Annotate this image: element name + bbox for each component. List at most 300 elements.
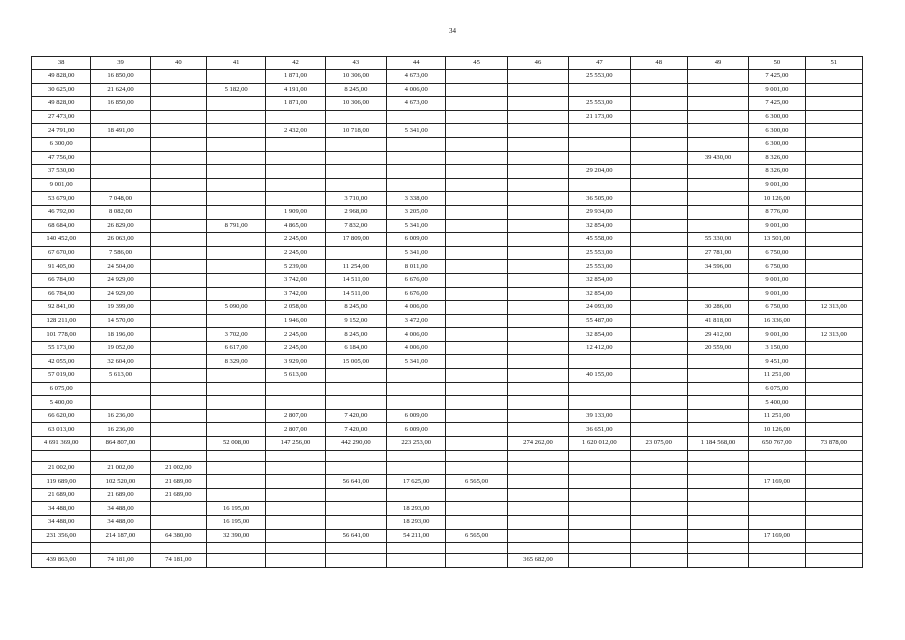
table-cell: 25 553,00 — [569, 260, 630, 274]
table-cell: 3 742,00 — [266, 287, 325, 301]
table-cell — [805, 461, 862, 475]
table-cell: 4 673,00 — [387, 97, 446, 111]
table-cell — [630, 475, 687, 489]
table-cell — [150, 83, 206, 97]
table-cell: 9 001,00 — [749, 219, 805, 233]
table-row — [32, 192, 863, 206]
table-cell — [630, 516, 687, 530]
spacer-cell — [206, 543, 265, 554]
table-cell: 55 173,00 — [32, 341, 91, 355]
table-cell: 4 006,00 — [387, 301, 446, 315]
table-cell: 10 306,00 — [325, 97, 386, 111]
table-cell: 231 356,00 — [32, 529, 91, 543]
table-row — [32, 369, 863, 383]
table-cell — [507, 355, 568, 369]
table-cell — [630, 488, 687, 502]
table-cell — [387, 369, 446, 383]
spacer-cell — [325, 543, 386, 554]
table-cell — [805, 137, 862, 151]
table-cell — [507, 516, 568, 530]
table-row — [32, 124, 863, 138]
table-cell — [206, 273, 265, 287]
table-cell — [630, 382, 687, 396]
table-cell: 6 750,00 — [749, 301, 805, 315]
table-cell — [446, 83, 507, 97]
table-cell — [325, 246, 386, 260]
table-cell — [687, 382, 748, 396]
table-cell: 29 934,00 — [569, 205, 630, 219]
table-cell — [749, 516, 805, 530]
table-cell — [446, 124, 507, 138]
table-cell — [687, 488, 748, 502]
table-cell: 42 055,00 — [32, 355, 91, 369]
table-cell — [387, 165, 446, 179]
table-cell: 46 792,00 — [32, 205, 91, 219]
table-cell — [446, 110, 507, 124]
table-cell: 66 784,00 — [32, 273, 91, 287]
table-cell — [507, 396, 568, 410]
table-cell: 40 155,00 — [569, 369, 630, 383]
table-row — [32, 437, 863, 451]
table-cell: 6 184,00 — [325, 341, 386, 355]
table-row — [32, 554, 863, 568]
table-cell: 50 — [749, 57, 805, 70]
table-cell: 5 341,00 — [387, 246, 446, 260]
table-cell — [387, 137, 446, 151]
spacer-cell — [569, 543, 630, 554]
table-cell: 36 505,00 — [569, 192, 630, 206]
table-cell: 5 239,00 — [266, 260, 325, 274]
spacer-cell — [749, 450, 805, 461]
table-cell — [805, 83, 862, 97]
table-cell: 1 871,00 — [266, 97, 325, 111]
table-cell — [805, 409, 862, 423]
table-cell — [325, 516, 386, 530]
table-cell — [630, 328, 687, 342]
table-cell — [325, 110, 386, 124]
table-cell: 30 286,00 — [687, 301, 748, 315]
table-cell: 74 181,00 — [150, 554, 206, 568]
spacer-cell — [325, 450, 386, 461]
table-cell: 8 245,00 — [325, 301, 386, 315]
table-cell: 34 488,00 — [32, 502, 91, 516]
table-cell: 5 613,00 — [91, 369, 150, 383]
table-cell: 18 293,00 — [387, 502, 446, 516]
table-cell: 4 673,00 — [387, 70, 446, 84]
table-cell: 16 236,00 — [91, 409, 150, 423]
table-row — [32, 273, 863, 287]
spacer-row — [32, 450, 863, 461]
table-cell: 6 009,00 — [387, 233, 446, 247]
spacer-cell — [150, 543, 206, 554]
table-cell — [446, 260, 507, 274]
table-cell: 8 082,00 — [91, 205, 150, 219]
table-cell: 4 006,00 — [387, 328, 446, 342]
table-cell: 41 — [206, 57, 265, 70]
table-cell: 3 150,00 — [749, 341, 805, 355]
table-row — [32, 423, 863, 437]
table-cell: 21 002,00 — [91, 461, 150, 475]
table-cell — [687, 554, 748, 568]
table-cell: 68 684,00 — [32, 219, 91, 233]
table-cell — [206, 396, 265, 410]
table-cell — [569, 137, 630, 151]
table-cell — [91, 137, 150, 151]
table-cell — [687, 192, 748, 206]
table-cell — [630, 554, 687, 568]
table-cell — [749, 461, 805, 475]
table-cell — [446, 287, 507, 301]
table-cell — [630, 151, 687, 165]
table-cell — [91, 151, 150, 165]
table-cell: 32 854,00 — [569, 328, 630, 342]
table-cell: 8 776,00 — [749, 205, 805, 219]
table-cell — [150, 437, 206, 451]
table-cell: 18 293,00 — [387, 516, 446, 530]
table-cell: 40 — [150, 57, 206, 70]
table-cell — [150, 97, 206, 111]
table-row — [32, 355, 863, 369]
table-cell: 5 341,00 — [387, 219, 446, 233]
table-cell: 2 432,00 — [266, 124, 325, 138]
table-cell — [630, 192, 687, 206]
table-cell — [569, 529, 630, 543]
table-row — [32, 151, 863, 165]
table-cell: 30 625,00 — [32, 83, 91, 97]
table-cell — [150, 396, 206, 410]
table-cell — [150, 301, 206, 315]
table-cell: 16 236,00 — [91, 423, 150, 437]
table-cell — [507, 83, 568, 97]
table-cell: 11 251,00 — [749, 369, 805, 383]
table-cell: 3 929,00 — [266, 355, 325, 369]
table-cell: 8 011,00 — [387, 260, 446, 274]
table-row — [32, 328, 863, 342]
table-cell — [687, 273, 748, 287]
table-cell: 5 400,00 — [749, 396, 805, 410]
table-cell — [150, 502, 206, 516]
table-cell — [805, 475, 862, 489]
table-cell — [630, 396, 687, 410]
table-cell — [569, 554, 630, 568]
table-cell — [805, 165, 862, 179]
table-cell — [206, 124, 265, 138]
table-cell: 25 553,00 — [569, 97, 630, 111]
table-cell — [630, 246, 687, 260]
table-cell — [266, 516, 325, 530]
table-cell: 44 — [387, 57, 446, 70]
table-cell — [150, 369, 206, 383]
table-cell: 17 625,00 — [387, 475, 446, 489]
table-cell — [687, 461, 748, 475]
table-cell — [805, 110, 862, 124]
table-cell — [266, 502, 325, 516]
header-row — [32, 57, 863, 70]
table-cell — [446, 165, 507, 179]
table-cell — [150, 205, 206, 219]
table-cell — [569, 382, 630, 396]
spacer-cell — [387, 450, 446, 461]
table-cell — [325, 396, 386, 410]
table-cell: 37 530,00 — [32, 165, 91, 179]
table-cell — [446, 437, 507, 451]
table-cell: 14 511,00 — [325, 273, 386, 287]
table-cell — [387, 396, 446, 410]
spacer-cell — [266, 543, 325, 554]
spacer-cell — [805, 543, 862, 554]
table-cell — [687, 396, 748, 410]
table-cell: 20 559,00 — [687, 341, 748, 355]
table-cell — [687, 369, 748, 383]
table-cell — [507, 151, 568, 165]
table-cell — [805, 502, 862, 516]
table-cell — [206, 554, 265, 568]
table-cell — [687, 110, 748, 124]
table-cell — [805, 314, 862, 328]
table-cell: 7 425,00 — [749, 70, 805, 84]
table-cell: 12 313,00 — [805, 328, 862, 342]
table-cell: 10 126,00 — [749, 423, 805, 437]
table-cell — [325, 382, 386, 396]
table-cell — [446, 205, 507, 219]
table-row — [32, 287, 863, 301]
table-cell — [150, 246, 206, 260]
table-cell — [569, 488, 630, 502]
table-cell — [507, 246, 568, 260]
table-cell — [805, 287, 862, 301]
table-cell: 6 300,00 — [749, 110, 805, 124]
table-cell — [206, 151, 265, 165]
table-cell — [266, 165, 325, 179]
table-cell: 6 009,00 — [387, 409, 446, 423]
table-cell — [630, 314, 687, 328]
table-cell — [569, 475, 630, 489]
table-cell — [630, 341, 687, 355]
table-cell — [507, 124, 568, 138]
table-cell: 12 313,00 — [805, 301, 862, 315]
table-cell: 29 412,00 — [687, 328, 748, 342]
table-cell: 14 570,00 — [91, 314, 150, 328]
table-cell — [206, 178, 265, 192]
table-cell — [446, 516, 507, 530]
table-row — [32, 314, 863, 328]
table-cell: 4 006,00 — [387, 341, 446, 355]
table-cell — [630, 97, 687, 111]
table-cell — [446, 423, 507, 437]
table-cell: 864 807,00 — [91, 437, 150, 451]
table-cell: 21 689,00 — [150, 488, 206, 502]
table-cell: 8 245,00 — [325, 328, 386, 342]
table-cell: 6 750,00 — [749, 246, 805, 260]
table-cell — [325, 502, 386, 516]
table-cell: 6 300,00 — [749, 124, 805, 138]
table-cell: 45 558,00 — [569, 233, 630, 247]
table-cell — [206, 409, 265, 423]
table-cell: 2 245,00 — [266, 246, 325, 260]
table-cell: 4 006,00 — [387, 83, 446, 97]
table-cell: 442 290,00 — [325, 437, 386, 451]
table-cell: 63 013,00 — [32, 423, 91, 437]
table-cell: 1 871,00 — [266, 70, 325, 84]
table-cell — [805, 355, 862, 369]
table-cell — [805, 260, 862, 274]
table-row — [32, 165, 863, 179]
table-cell — [507, 137, 568, 151]
table-cell — [569, 396, 630, 410]
table-cell — [630, 205, 687, 219]
table-cell — [206, 246, 265, 260]
table-cell: 6 565,00 — [446, 529, 507, 543]
table-cell: 34 488,00 — [91, 516, 150, 530]
table-cell: 6 565,00 — [446, 475, 507, 489]
table-cell: 56 641,00 — [325, 475, 386, 489]
table-cell — [266, 475, 325, 489]
table-cell — [805, 382, 862, 396]
table-cell: 48 — [630, 57, 687, 70]
table-cell: 8 791,00 — [206, 219, 265, 233]
table-cell — [206, 233, 265, 247]
table-cell: 39 133,00 — [569, 409, 630, 423]
table-cell — [687, 137, 748, 151]
table-cell: 3 702,00 — [206, 328, 265, 342]
table-cell — [206, 369, 265, 383]
table-cell: 16 850,00 — [91, 97, 150, 111]
table-cell: 25 553,00 — [569, 70, 630, 84]
spacer-cell — [91, 450, 150, 461]
table-cell: 43 — [325, 57, 386, 70]
spacer-row — [32, 543, 863, 554]
table-cell: 3 472,00 — [387, 314, 446, 328]
table-cell — [507, 192, 568, 206]
table-cell — [569, 502, 630, 516]
table-cell: 119 689,00 — [32, 475, 91, 489]
table-cell — [150, 423, 206, 437]
table-cell: 101 778,00 — [32, 328, 91, 342]
table-cell — [630, 260, 687, 274]
table-cell — [387, 151, 446, 165]
table-cell: 17 169,00 — [749, 529, 805, 543]
table-cell — [206, 205, 265, 219]
table-cell — [805, 124, 862, 138]
table-cell — [266, 554, 325, 568]
table-row — [32, 516, 863, 530]
table-cell: 56 641,00 — [325, 529, 386, 543]
table-cell: 5 400,00 — [32, 396, 91, 410]
table-cell — [687, 178, 748, 192]
table-cell — [507, 461, 568, 475]
table-cell — [507, 233, 568, 247]
table-cell — [150, 192, 206, 206]
table-cell — [630, 233, 687, 247]
table-cell — [325, 151, 386, 165]
spacer-cell — [32, 543, 91, 554]
table-cell — [387, 461, 446, 475]
table-cell — [446, 341, 507, 355]
table-cell — [206, 260, 265, 274]
table-cell: 19 399,00 — [91, 301, 150, 315]
table-cell — [507, 328, 568, 342]
table-cell: 24 929,00 — [91, 287, 150, 301]
table-cell: 274 262,00 — [507, 437, 568, 451]
table-cell: 73 878,00 — [805, 437, 862, 451]
table-cell — [687, 219, 748, 233]
table-cell — [150, 341, 206, 355]
table-cell: 17 809,00 — [325, 233, 386, 247]
table-cell — [150, 233, 206, 247]
table-cell — [266, 488, 325, 502]
table-cell: 5 090,00 — [206, 301, 265, 315]
table-cell — [805, 205, 862, 219]
table-cell: 6 676,00 — [387, 287, 446, 301]
table-cell — [150, 219, 206, 233]
table-cell — [91, 178, 150, 192]
table-cell — [630, 423, 687, 437]
table-cell: 16 195,00 — [206, 516, 265, 530]
table-cell: 55 487,00 — [569, 314, 630, 328]
spacer-cell — [630, 543, 687, 554]
table-cell — [569, 516, 630, 530]
table-cell — [507, 205, 568, 219]
table-row — [32, 260, 863, 274]
table-cell: 650 767,00 — [749, 437, 805, 451]
table-row — [32, 341, 863, 355]
table-cell: 36 651,00 — [569, 423, 630, 437]
table-cell — [630, 273, 687, 287]
spacer-cell — [150, 450, 206, 461]
table-cell — [150, 382, 206, 396]
table-cell: 2 245,00 — [266, 328, 325, 342]
table-cell: 18 491,00 — [91, 124, 150, 138]
table-cell: 7 048,00 — [91, 192, 150, 206]
table-cell: 64 380,00 — [150, 529, 206, 543]
table-cell: 8 326,00 — [749, 165, 805, 179]
table-cell: 23 075,00 — [630, 437, 687, 451]
table-cell: 6 009,00 — [387, 423, 446, 437]
table-cell: 10 126,00 — [749, 192, 805, 206]
spacer-cell — [507, 450, 568, 461]
table-cell — [630, 137, 687, 151]
table-cell: 16 850,00 — [91, 70, 150, 84]
table-cell — [687, 475, 748, 489]
table-cell — [150, 273, 206, 287]
table-cell — [805, 151, 862, 165]
table-cell: 5 182,00 — [206, 83, 265, 97]
table-cell: 6 300,00 — [749, 137, 805, 151]
table-cell — [150, 151, 206, 165]
table-cell: 6 300,00 — [32, 137, 91, 151]
table-cell — [507, 260, 568, 274]
table-cell: 19 052,00 — [91, 341, 150, 355]
table-cell: 32 854,00 — [569, 273, 630, 287]
table-cell: 9 001,00 — [749, 83, 805, 97]
table-cell — [150, 409, 206, 423]
table-cell: 21 689,00 — [91, 488, 150, 502]
table-cell: 2 058,00 — [266, 301, 325, 315]
table-cell: 7 420,00 — [325, 423, 386, 437]
table-cell — [630, 287, 687, 301]
table-cell: 14 511,00 — [325, 287, 386, 301]
table-cell: 66 620,00 — [32, 409, 91, 423]
table-cell: 18 196,00 — [91, 328, 150, 342]
table-cell: 53 679,00 — [32, 192, 91, 206]
table-cell: 52 008,00 — [206, 437, 265, 451]
table-cell — [569, 83, 630, 97]
table-row — [32, 382, 863, 396]
table-cell: 214 187,00 — [91, 529, 150, 543]
table-cell — [387, 382, 446, 396]
table-cell: 25 553,00 — [569, 246, 630, 260]
table-cell — [507, 273, 568, 287]
